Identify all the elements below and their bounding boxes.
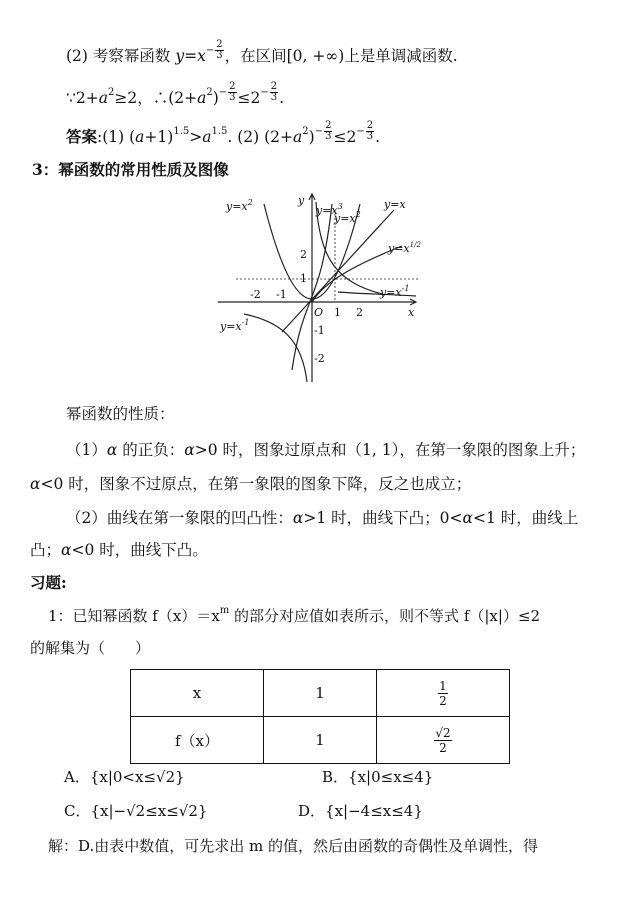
table-cell xyxy=(377,670,510,717)
denominator: 3 xyxy=(229,92,236,103)
ytick-neg2: -2 xyxy=(314,352,325,365)
numerator: 1 xyxy=(439,678,447,693)
text: ≤2 xyxy=(237,89,261,107)
numerator: 2 xyxy=(325,120,332,131)
origin-label: O xyxy=(314,306,324,319)
equals: = xyxy=(184,47,198,65)
text: ，在区间[0, +∞)上是单调减函数. xyxy=(224,47,458,65)
tick-1: 1 xyxy=(334,306,341,319)
ytick-1: 1 xyxy=(300,272,307,285)
denominator: 2 xyxy=(439,740,447,755)
var: a xyxy=(98,89,108,107)
option-c: C．{x|−√2≤x≤√2} xyxy=(64,802,208,820)
text: >0 时，图象过原点和（1, 1），在第一象限的图象上升； xyxy=(194,441,586,459)
alpha: α xyxy=(292,509,304,527)
option-a: A．{x|0<x≤√2} xyxy=(64,768,185,786)
text: >1 时，曲线下凸；0< xyxy=(303,509,463,527)
prop-1-line-2 xyxy=(30,474,471,494)
exp: 2 xyxy=(107,87,115,98)
text: <1 时，曲线上 xyxy=(472,509,579,527)
ytick-neg1: -1 xyxy=(314,324,325,337)
text: :(1) ( xyxy=(97,128,136,146)
denominator: 2 xyxy=(439,693,447,708)
text: <0 时，曲线下凸。 xyxy=(71,541,208,559)
prop-2-line-2 xyxy=(30,540,208,560)
numerator: 2 xyxy=(270,81,278,92)
var: x xyxy=(197,47,206,65)
period: . xyxy=(279,89,285,107)
power-function-graph xyxy=(212,190,430,386)
table-row xyxy=(131,717,510,764)
question-line-1 xyxy=(48,606,540,626)
text: (2) 考察幂函数 xyxy=(66,47,176,65)
section-title: 3：幂函数的常用性质及图像 xyxy=(32,160,229,179)
exercise-title: 习题: xyxy=(30,573,67,592)
text: （2）曲线在第一象限的凹凸性： xyxy=(66,509,293,527)
text: +1) xyxy=(144,128,174,146)
sign: − xyxy=(260,87,269,98)
sign: − xyxy=(356,126,365,137)
var: a xyxy=(293,128,303,146)
gt: > xyxy=(189,128,203,146)
props-title: 幂函数的性质： xyxy=(66,405,175,423)
exp: 2 xyxy=(206,87,213,98)
alpha: α xyxy=(184,441,195,459)
label-y-x3: $y=x^3$ xyxy=(316,202,343,217)
label-y-x2-left: $y=x^2$ xyxy=(226,198,253,213)
label-y-x2-right: $y=x^2$ xyxy=(334,210,361,225)
text: <0 时，图象不过原点，在第一象限的图象下降，反之也成立； xyxy=(40,475,472,493)
alpha: α xyxy=(61,541,72,559)
table-cell: f（x） xyxy=(131,717,264,764)
var: a xyxy=(197,89,207,107)
exp: m xyxy=(219,605,230,616)
question-line-2: 的解集为（ ） xyxy=(30,639,151,657)
denominator: 3 xyxy=(216,50,223,61)
text: ≥2，∴(2+ xyxy=(114,89,198,107)
tick-neg2: -2 xyxy=(250,288,261,301)
text: 凸； xyxy=(30,541,62,559)
option-d: D．{x|−4≤x≤4} xyxy=(298,802,423,820)
label-y-inv-left: $y=x^{-1}$ xyxy=(220,318,250,333)
text: 1：已知幂函数 f（x）＝x xyxy=(48,607,220,625)
ytick-2: 2 xyxy=(300,248,307,261)
text: ≤2 xyxy=(333,128,357,146)
prop-2-line-1 xyxy=(66,508,578,528)
denominator: 3 xyxy=(366,131,374,142)
axis-y-label: y xyxy=(298,194,305,207)
paren: ) xyxy=(212,89,219,107)
tick-2: 2 xyxy=(356,306,363,319)
table-cell xyxy=(377,717,510,764)
answer-label: 答案 xyxy=(66,127,98,146)
label-y-inv-right: $y=x^{-1}$ xyxy=(380,284,410,299)
prop-1-line-1 xyxy=(66,440,585,460)
numerator: 2 xyxy=(216,39,223,50)
option-b: B．{x|0≤x≤4} xyxy=(322,768,434,786)
denominator: 3 xyxy=(270,92,278,103)
text-line-2 xyxy=(66,82,284,108)
tick-neg1: -1 xyxy=(276,288,287,301)
axis-x-label: x xyxy=(408,306,415,319)
text: . (2) (2+ xyxy=(227,128,294,146)
table-cell: 1 xyxy=(264,717,377,764)
solution-line: 解：D.由表中数值，可先求出 m 的值，然后由函数的奇偶性及单调性，得 xyxy=(48,837,539,855)
alpha: α xyxy=(462,509,473,527)
var: a xyxy=(202,128,212,146)
sign: − xyxy=(314,126,324,137)
text: （1） xyxy=(66,441,107,459)
table-cell: x xyxy=(131,670,264,717)
text: 的正负： xyxy=(117,441,185,459)
table-row xyxy=(131,670,510,717)
label-y-sqrt: $y=x^{1/2}$ xyxy=(388,241,421,255)
text: ∵2+ xyxy=(66,89,99,107)
numerator: 2 xyxy=(366,120,374,131)
text-line-1 xyxy=(66,40,458,66)
label-y-x: y=x xyxy=(384,198,406,211)
denominator: 3 xyxy=(325,131,332,142)
var: a xyxy=(135,128,145,146)
curve-inv-q3 xyxy=(244,314,307,382)
var: y xyxy=(175,47,185,65)
alpha: α xyxy=(106,441,118,459)
numerator: √2 xyxy=(435,725,451,740)
table-cell: 1 xyxy=(264,670,377,717)
exp: 1.5 xyxy=(173,126,190,137)
sign: − xyxy=(218,87,228,98)
answer-line xyxy=(66,121,380,147)
exp: 2 xyxy=(302,126,309,137)
exp: 1.5 xyxy=(211,126,228,137)
sign: − xyxy=(205,45,215,56)
text: 的部分对应值如表所示，则不等式 f（|x|）≤2 xyxy=(229,607,541,625)
alpha: α xyxy=(30,475,41,493)
period: . xyxy=(375,128,381,146)
paren: ) xyxy=(308,128,315,146)
value-table xyxy=(130,669,510,764)
numerator: 2 xyxy=(229,81,236,92)
